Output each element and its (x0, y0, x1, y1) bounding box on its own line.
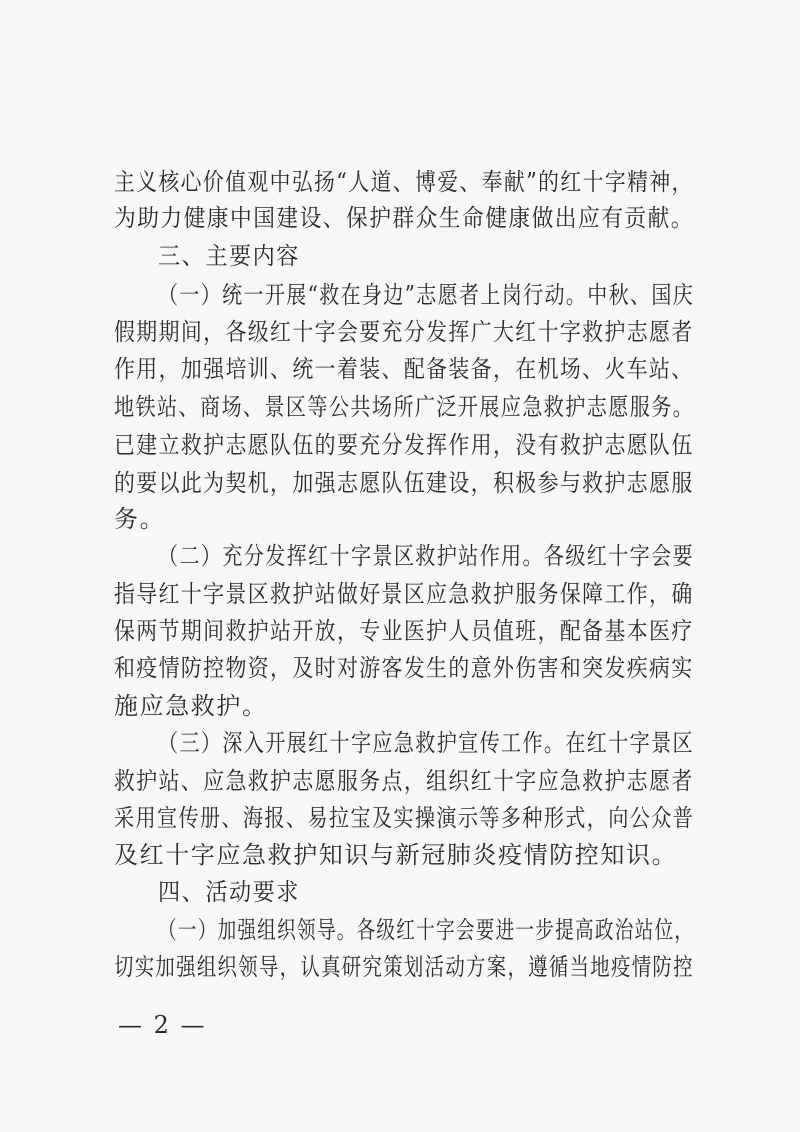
text-line: 务。 (114, 505, 166, 533)
text-line: 施应急救护。 (114, 692, 268, 720)
text-line: 救护站、应急救护志愿服务点，组织红十字应急救护志愿者 (114, 767, 694, 795)
text-line: 假期期间，各级红十字会要充分发挥广大红十字救护志愿者 (114, 318, 694, 346)
text-line: 的要以此为契机，加强志愿队伍建设，积极参与救护志愿服 (114, 469, 694, 497)
text-line: 切实加强组织领导，认真研究策划活动方案，遵循当地疫情防控 (114, 953, 694, 981)
text-line: 指导红十字景区救护站做好景区应急救护服务保障工作，确 (114, 580, 694, 608)
text-line: 主义核心价值观中弘扬“人道、博爱、奉献”的红十字精神， (114, 168, 694, 196)
section-heading: 三、主要内容 (158, 242, 300, 270)
text-line: 及红十字应急救护知识与新冠肺炎疫情防控知识。 (114, 841, 678, 869)
section-heading: 四、活动要求 (158, 878, 300, 906)
text-line: （一）加强组织领导。各级红十字会要进一步提高政治站位， (158, 916, 695, 944)
page-number: — 2 — (118, 1011, 207, 1039)
text-line: 保两节期间救护站开放，专业医护人员值班，配备基本医疗 (114, 617, 694, 645)
text-line: （二）充分发挥红十字景区救护站作用。各级红十字会要 (158, 542, 694, 570)
text-line: 为助力健康中国建设、保护群众生命健康做出应有贡献。 (114, 204, 694, 232)
text-line: 采用宣传册、海报、易拉宝及实操演示等多种形式，向公众普 (114, 804, 695, 832)
text-line: 已建立救护志愿队伍的要充分发挥作用，没有救护志愿队伍 (114, 431, 694, 459)
text-line: 作用，加强培训、统一着装、配备装备，在机场、火车站、 (114, 355, 694, 383)
text-line: （三）深入开展红十字应急救护宣传工作。在红十字景区 (158, 729, 694, 757)
text-line: （一）统一开展“救在身边”志愿者上岗行动。中秋、国庆 (158, 281, 695, 309)
text-line: 和疫情防控物资，及时对游客发生的意外伤害和突发疾病实 (114, 654, 694, 682)
text-line: 地铁站、商场、景区等公共场所广泛开展应急救护志愿服务。 (114, 393, 695, 421)
